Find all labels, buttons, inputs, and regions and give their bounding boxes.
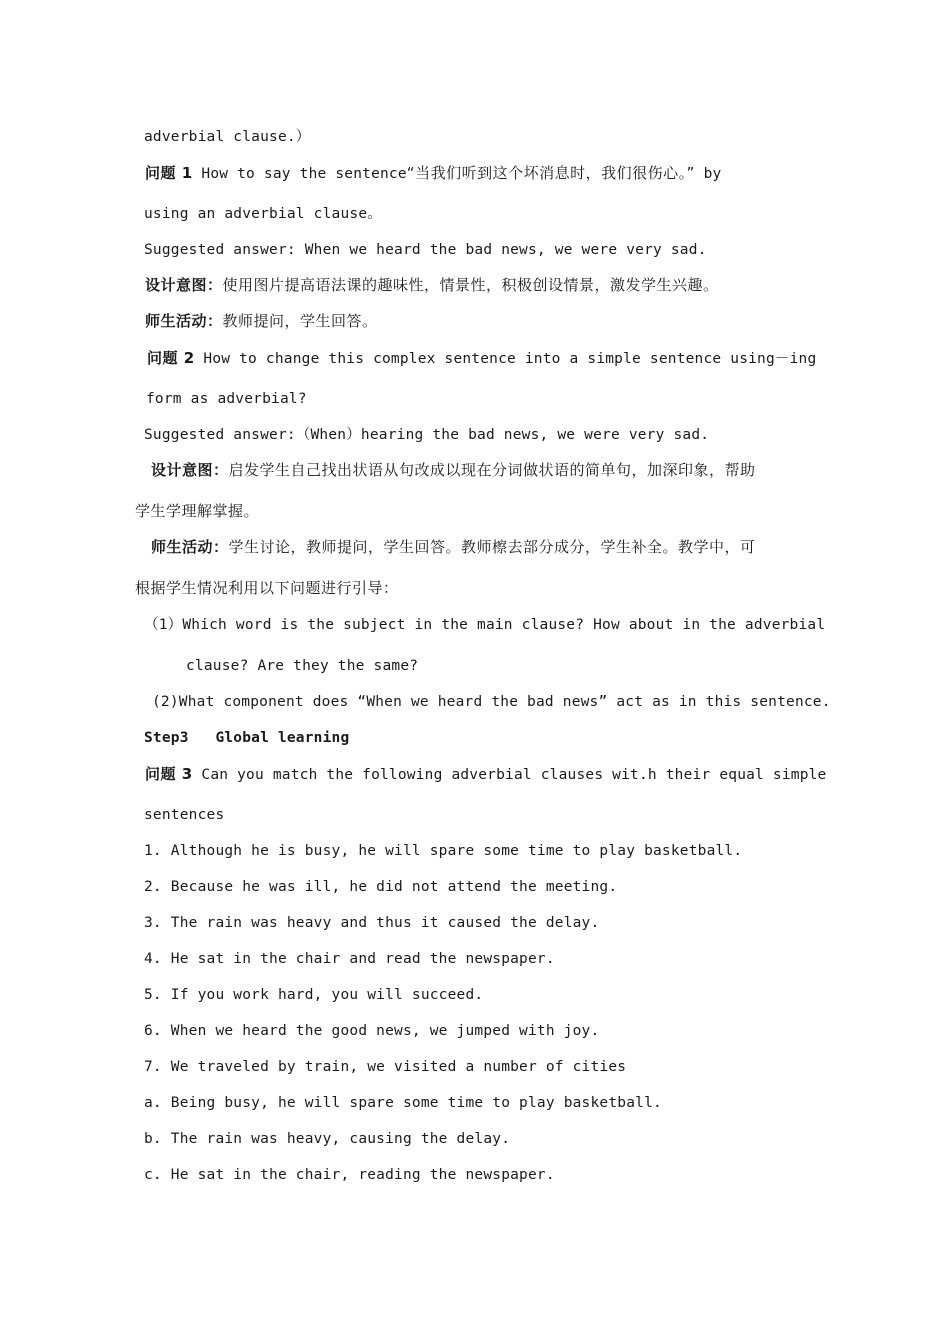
question-1 [145, 163, 721, 184]
list-item [144, 841, 742, 861]
design-text: 启发学生自己找出状语从句改成以现在分词做状语的简单句，加深印象，帮助 [228, 461, 756, 479]
activity-label: 师生活动： [151, 538, 229, 556]
question-text: by [703, 166, 722, 182]
guide-text: (2)What component does “When we heard the bad news” act as in this sentence. [152, 694, 831, 710]
design-label: 设计意图： [145, 276, 223, 294]
question-3 [145, 764, 827, 785]
list-item-text: 4. He sat in the chair and read the newspaper. [144, 951, 555, 967]
design-intent [145, 275, 719, 295]
text-line [186, 656, 418, 676]
list-item [144, 1093, 662, 1113]
guide-text: （1）Which word is the subject in the main clause? How about in the adverbial [144, 617, 826, 633]
question-text: How to say the sentence [201, 166, 407, 182]
list-item [144, 985, 483, 1005]
text-line [144, 127, 311, 147]
text-fragment: 根据学生情况利用以下问题进行引导： [135, 579, 399, 597]
question-label: 问题 3 [145, 765, 193, 783]
text-fragment: sentences [144, 807, 225, 823]
question-label: 问题 1 [145, 164, 193, 182]
teacher-student-activity [145, 311, 378, 331]
list-item [144, 877, 617, 897]
step-heading [144, 728, 349, 748]
question-text: How to change this complex sentence into a simple sentence using－ing [203, 351, 817, 367]
text-fragment: clause? Are they the same? [186, 658, 419, 674]
list-item-text: b. The rain was heavy, causing the delay. [144, 1131, 511, 1147]
list-item-text: 2. Because he was ill, he did not attend the meeting. [144, 879, 618, 895]
list-item [144, 1057, 626, 1077]
activity-text: 教师提问，学生回答。 [222, 312, 378, 330]
list-item [144, 913, 599, 933]
question-2 [147, 348, 816, 369]
teacher-student-activity [151, 537, 756, 557]
text-line [146, 389, 307, 409]
answer-text: Suggested answer:（When）hearing the bad news, we were very sad. [144, 427, 710, 443]
guide-question-1 [144, 615, 825, 635]
text-fragment: adverbial clause.） [144, 129, 311, 145]
list-item [144, 1021, 599, 1041]
question-label: 问题 2 [147, 349, 195, 367]
list-item-text: a. Being busy, he will spare some time to play basketball. [144, 1095, 662, 1111]
design-label: 设计意图： [151, 461, 229, 479]
text-fragment: using an adverbial clause。 [144, 206, 382, 222]
list-item-text: 3. The rain was heavy and thus it caused the delay. [144, 915, 600, 931]
step-title: Step3 Global learning [144, 730, 350, 746]
design-intent [151, 460, 756, 480]
text-line [144, 805, 224, 825]
text-fragment: form as adverbial? [146, 391, 307, 407]
design-text: 使用图片提高语法课的趣味性，情景性，积极创设情景，激发学生兴趣。 [222, 276, 719, 294]
text-fragment: 学生学理解掌握。 [135, 502, 260, 520]
list-item-text: c. He sat in the chair, reading the newspaper. [144, 1167, 555, 1183]
text-line [135, 578, 399, 598]
question-text-chinese: “当我们听到这个坏消息时，我们很伤心。” [406, 164, 695, 182]
question-text: Can you match the following adverbial clauses wit.h their equal simple [201, 767, 827, 783]
list-item-text: 5. If you work hard, you will succeed. [144, 987, 484, 1003]
activity-text: 学生讨论，教师提问，学生回答。教师檫去部分成分，学生补全。教学中，可 [228, 538, 756, 556]
text-line [144, 204, 382, 224]
answer-text: Suggested answer: When we heard the bad news, we were very sad. [144, 242, 707, 258]
text-line [135, 501, 259, 521]
list-item [144, 1165, 555, 1185]
list-item-text: 7. We traveled by train, we visited a number of cities [144, 1059, 627, 1075]
guide-question-2 [152, 692, 831, 712]
activity-label: 师生活动： [145, 312, 223, 330]
suggested-answer [144, 240, 707, 260]
list-item-text: 1. Although he is busy, he will spare some time to play basketball. [144, 843, 743, 859]
suggested-answer [144, 425, 709, 445]
list-item-text: 6. When we heard the good news, we jumped with joy. [144, 1023, 600, 1039]
list-item [144, 1129, 510, 1149]
list-item [144, 949, 555, 969]
